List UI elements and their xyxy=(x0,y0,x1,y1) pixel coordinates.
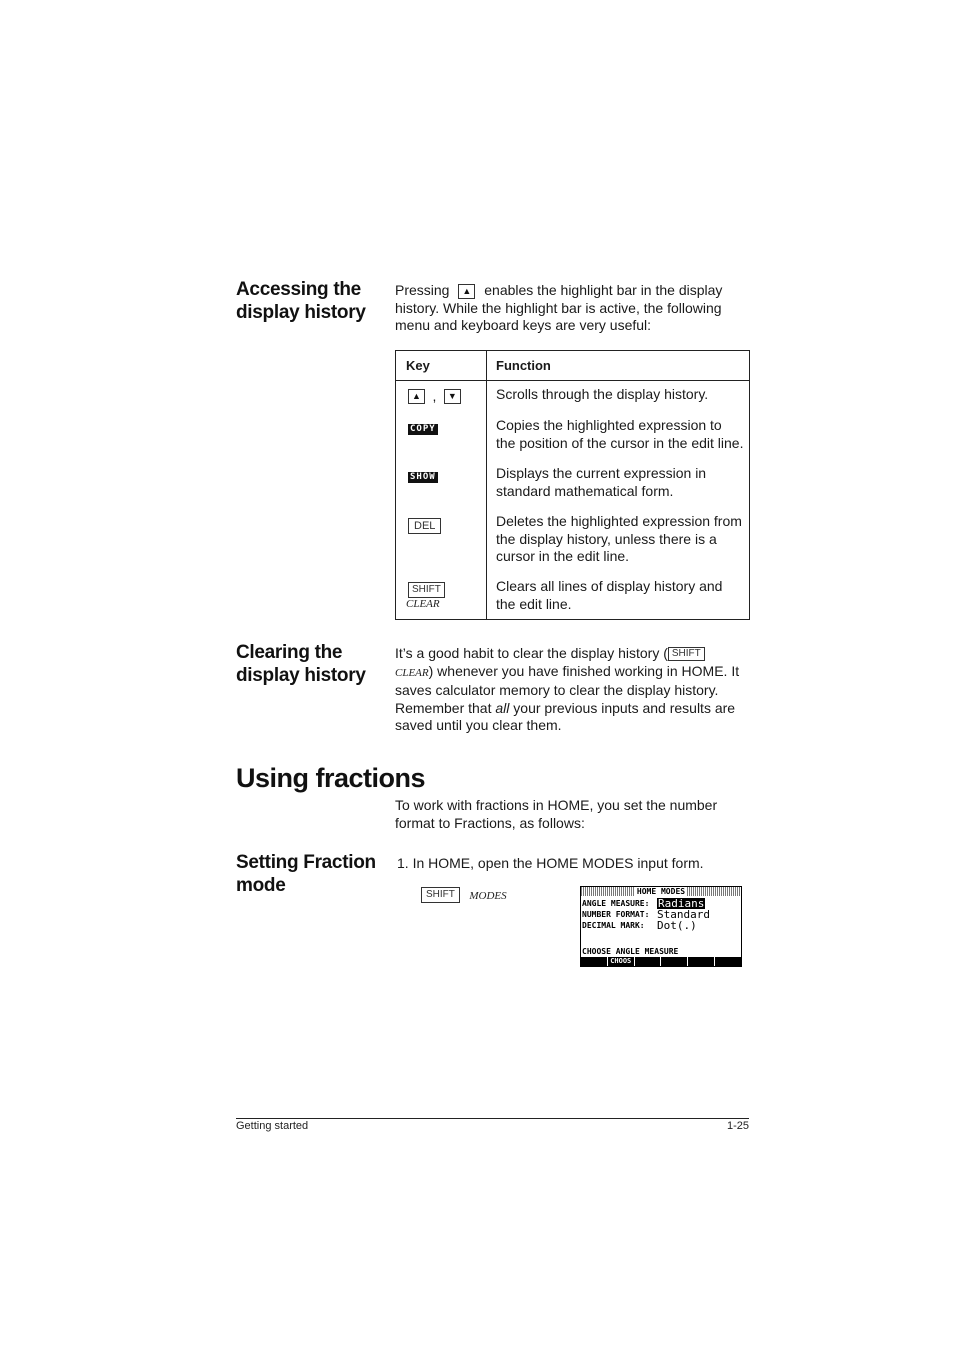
screen-value-decimal-mark[interactable]: Dot(.) xyxy=(657,919,697,932)
paragraph-line xyxy=(395,700,755,718)
table-row xyxy=(408,418,438,436)
intro-text: Pressing xyxy=(395,282,450,298)
screen-label-angle: ANGLE MEASURE: xyxy=(582,899,650,908)
shift-key-icon: SHIFT xyxy=(421,887,460,903)
down-arrow-key-icon: ▼ xyxy=(444,389,461,404)
fractions-intro xyxy=(395,797,755,832)
heading-line: display history xyxy=(236,302,366,323)
calculator-screen xyxy=(580,886,742,967)
del-key-icon: DEL xyxy=(408,518,441,534)
paragraph-text: Remember that xyxy=(395,699,496,716)
up-arrow-key-icon: ▲ xyxy=(458,284,475,299)
paragraph-line xyxy=(395,645,755,663)
shift-key-icon: SHIFT xyxy=(408,582,445,598)
paragraph-line: saved until you clear them. xyxy=(395,717,562,734)
table-row xyxy=(408,517,441,535)
key-function-table xyxy=(395,350,750,620)
paragraph-line: format to Fractions, as follows: xyxy=(395,814,585,831)
accessing-intro xyxy=(395,282,755,335)
screen-title: HOME MODES xyxy=(636,887,686,896)
up-arrow-key-icon: ▲ xyxy=(408,389,425,404)
function-line: Deletes the highlighted expression from xyxy=(496,513,742,529)
heading-line: mode xyxy=(236,875,286,896)
function-line: Copies the highlighted expression to xyxy=(496,417,722,433)
menu-key-4[interactable] xyxy=(661,957,687,966)
emphasis-text: all xyxy=(495,699,510,716)
paragraph-text: your previous inputs and results are xyxy=(509,699,736,716)
paragraph-line xyxy=(395,663,755,683)
intro-line: history. While the highlight bar is active, the following xyxy=(395,299,722,316)
screen-label-number-format: NUMBER FORMAT: xyxy=(582,910,650,919)
heading-line: Clearing the xyxy=(236,642,343,663)
show-softkey-icon: SHOW xyxy=(410,472,436,482)
shift-modes-keystroke xyxy=(421,886,507,904)
table-function-text xyxy=(496,417,746,452)
footer-page-number: 1-25 xyxy=(726,1120,749,1132)
clear-label: CLEAR xyxy=(406,598,440,610)
table-function-text xyxy=(496,386,746,404)
heading-clearing-display-history xyxy=(236,641,366,687)
clearing-paragraph xyxy=(395,645,755,735)
heading-line: Setting Fraction xyxy=(236,852,376,873)
menu-key-choos[interactable]: CHOOS xyxy=(608,957,634,966)
table-row xyxy=(408,581,445,599)
screen-value-angle[interactable]: Radians xyxy=(658,897,705,910)
table-function-text xyxy=(496,465,746,500)
intro-line: menu and keyboard keys are very useful: xyxy=(395,317,652,334)
menu-key-5[interactable] xyxy=(688,957,714,966)
screen-value-number-format[interactable]: Standard xyxy=(657,908,710,921)
footer-left: Getting started xyxy=(236,1120,309,1132)
screen-menu-bar xyxy=(581,957,741,966)
paragraph-line: To work with fractions in HOME, you set the number xyxy=(395,797,718,813)
table-column-divider xyxy=(486,351,487,619)
table-header-function: Function xyxy=(496,358,551,373)
footer-rule xyxy=(236,1118,749,1119)
screen-label-decimal-mark: DECIMAL MARK: xyxy=(582,921,645,930)
table-row xyxy=(408,388,461,406)
screen-title-wrap xyxy=(581,887,741,896)
step-1: 1. In HOME, open the HOME MODES input form. xyxy=(397,855,704,871)
heading-setting-fraction-mode xyxy=(236,851,376,897)
heading-line: Accessing the xyxy=(236,279,361,300)
table-header-divider xyxy=(396,380,749,381)
menu-key-1[interactable] xyxy=(581,957,607,966)
function-line: standard mathematical form. xyxy=(496,482,674,499)
function-line: Clears all lines of display history and xyxy=(496,578,723,594)
table-function-text xyxy=(496,578,746,613)
table-function-text xyxy=(496,513,746,566)
function-line: Scrolls through the display history. xyxy=(496,386,709,402)
heading-line: display history xyxy=(236,665,366,686)
key-separator: , xyxy=(432,388,437,404)
function-line: the display history, unless there is a xyxy=(496,530,717,547)
table-header-key: Key xyxy=(406,358,430,373)
shift-key-icon: SHIFT xyxy=(668,647,705,661)
modes-label: MODES xyxy=(469,890,507,902)
function-line: Displays the current expression in xyxy=(496,465,707,481)
menu-key-3[interactable] xyxy=(635,957,661,966)
function-line: the edit line. xyxy=(496,595,572,612)
screen-status: CHOOSE ANGLE MEASURE xyxy=(582,947,679,956)
section-title-using-fractions: Using fractions xyxy=(236,763,426,793)
paragraph-text: ) whenever you have finished working in HOME. It xyxy=(428,662,740,679)
function-line: the position of the cursor in the edit line. xyxy=(496,434,744,451)
table-row xyxy=(408,466,438,484)
clear-label: CLEAR xyxy=(395,666,429,679)
intro-text: enables the highlight bar in the display xyxy=(484,282,723,298)
function-line: cursor in the edit line. xyxy=(496,548,630,565)
menu-key-6[interactable] xyxy=(715,957,741,966)
copy-softkey-icon: COPY xyxy=(410,424,436,434)
paragraph-text: It’s a good habit to clear the display history ( xyxy=(395,645,668,661)
intro-line xyxy=(395,282,755,300)
heading-accessing-display-history xyxy=(236,278,366,324)
paragraph-line: saves calculator memory to clear the display history. xyxy=(395,682,719,699)
